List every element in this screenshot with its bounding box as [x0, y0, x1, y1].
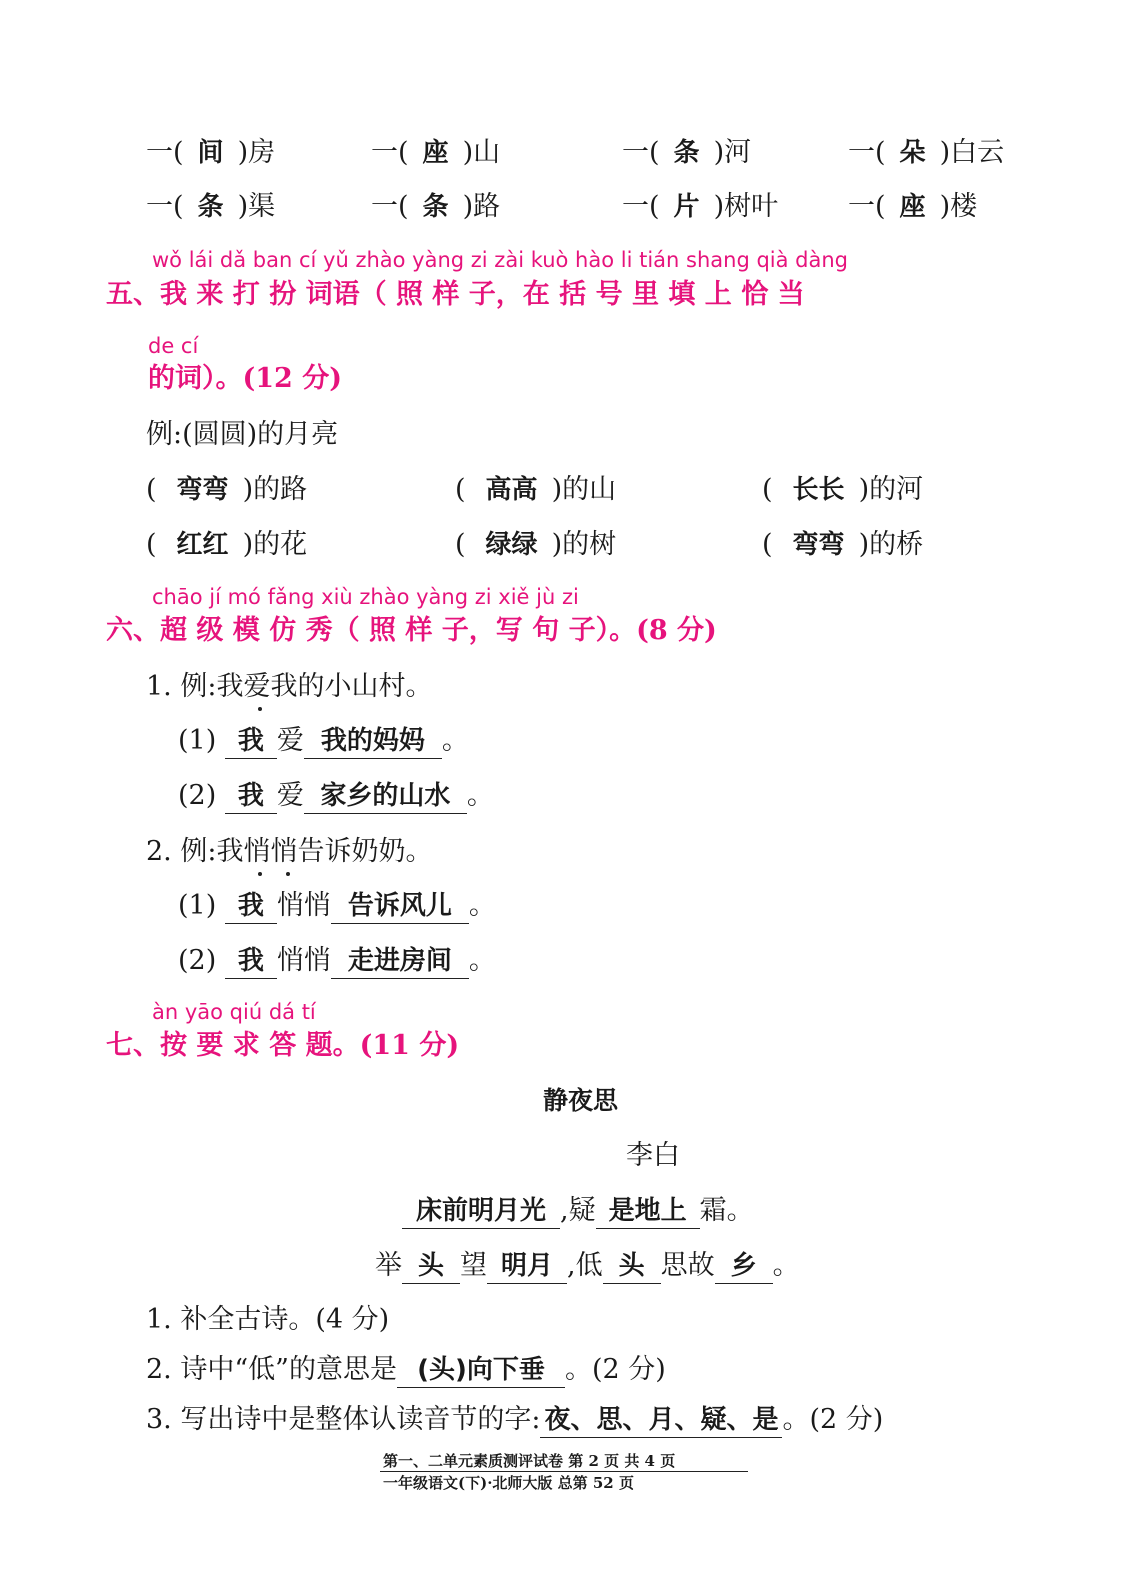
reduplication-item: ( 高高 )的山 — [455, 474, 617, 505]
answer-line: (1) 我 爱 我的妈妈 。 — [178, 724, 469, 759]
measure-item: 一( 座 )楼 — [848, 191, 978, 222]
question-1: 1. 补全古诗。(4 分) — [146, 1304, 390, 1335]
reduplication-item: ( 红红 )的花 — [146, 529, 308, 560]
measure-item: 一( 间 )房 — [146, 137, 276, 168]
section-7-pinyin: àn yāo qiú dá tí — [152, 1000, 316, 1024]
example-2: 2. 例:我悄悄告诉奶奶。 — [146, 836, 433, 867]
measure-item: 一( 朵 )白云 — [848, 137, 1005, 168]
reduplication-item: ( 长长 )的河 — [762, 474, 924, 505]
section-6-title: 六、超 级 模 仿 秀（ 照 样 子，写 句 子）。(8 分) — [106, 615, 717, 646]
poem-title: 静夜思 — [543, 1086, 619, 1115]
poem-line-2: 举 头 望 明月 ,低 头 思故 乡 。 — [375, 1249, 800, 1284]
measure-item: 一( 座 )山 — [371, 137, 501, 168]
section-6-pinyin: chāo jí mó fǎng xiù zhào yàng zi xiě jù zi — [152, 585, 579, 609]
answer-line: (2) 我 爱 家乡的山水 。 — [178, 779, 494, 814]
measure-item: 一( 条 )路 — [371, 191, 501, 222]
reduplication-item: ( 弯弯 )的路 — [146, 474, 308, 505]
question-3: 3. 写出诗中是整体认读音节的字: 夜、思、月、疑、是 。(2 分) — [146, 1403, 883, 1438]
emphasis-dot — [258, 872, 262, 876]
measure-item: 一( 条 )渠 — [146, 191, 276, 222]
footer-divider — [380, 1471, 748, 1472]
section-5-example: 例:(圆圆)的月亮 — [146, 419, 339, 450]
reduplication-item: ( 绿绿 )的树 — [455, 529, 617, 560]
section-5-title-2: 的词）。(12 分) — [148, 363, 343, 394]
section-5-pinyin-2: de cí — [148, 334, 199, 358]
footer-line-1: 第一、二单元素质测评试卷 第 2 页 共 4 页 — [383, 1452, 676, 1470]
section-7-title: 七、按 要 求 答 题。(11 分) — [106, 1030, 460, 1061]
emphasis-dot — [286, 872, 290, 876]
poem-author: 李白 — [626, 1140, 680, 1171]
measure-item: 一( 片 )树叶 — [622, 191, 779, 222]
footer-line-2: 一年级语文(下)·北师大版 总第 52 页 — [383, 1474, 634, 1492]
section-5-pinyin: wǒ lái dǎ ban cí yǔ zhào yàng zi zài kuò hào li tián shang qià dàng — [152, 248, 849, 272]
emphasis-dot — [258, 707, 262, 711]
poem-line-1: 床前明月光 ,疑 是地上 霜。 — [402, 1194, 754, 1229]
section-5-title: 五、我 来 打 扮 词语（ 照 样 子，在 括 号 里 填 上 恰 当 — [106, 279, 805, 310]
question-2: 2. 诗中“低”的意思是 (头)向下垂 。(2 分) — [146, 1353, 666, 1388]
answer-line: (1) 我 悄悄 告诉风儿 。 — [178, 889, 496, 924]
answer-line: (2) 我 悄悄 走进房间 。 — [178, 944, 496, 979]
reduplication-item: ( 弯弯 )的桥 — [762, 529, 924, 560]
example-1: 1. 例:我爱我的小山村。 — [146, 671, 433, 702]
measure-item: 一( 条 )河 — [622, 137, 752, 168]
